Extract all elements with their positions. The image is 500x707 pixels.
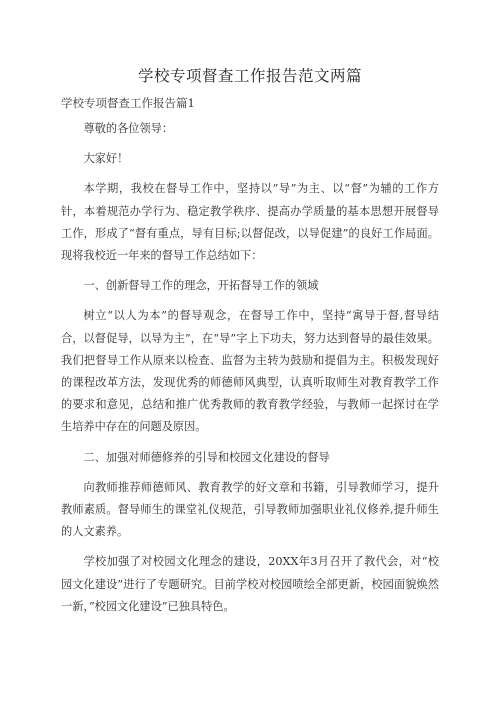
- section-heading: 学校专项督查工作报告篇1: [61, 96, 195, 110]
- greeting: 大家好！: [83, 152, 129, 166]
- salutation: 尊敬的各位领导：: [83, 122, 174, 135]
- section-heading-2: 二、加强对师德修养的引导和校园文化建设的督导: [83, 450, 330, 464]
- body-paragraph: 向教师推荐师德师风、教育教学的好文章和书籍，引导教师学习，提升教师素质。督导师生的课堂礼仪规范，引导教师加强职业礼仪修养,提升师生的人文素养。: [61, 480, 439, 539]
- body-paragraph: 树立“以人为本”的督导观念，在督导工作中，坚持“寓导于督,督导结合，以督促导，以导为主”，在“导”字上下功夫，努力达到督导的最佳效果。我们把督导工作从原来以检查、监督为主转为鼓励和提倡为主。积极发现好的课程改革方法，发现优秀的师德师风典型，认真听取师生对教育教学工作的要求和意见，总结和推广优秀教师的教育教学经验，与教师一起探讨在学生培养中存在的问题及原因。: [61, 309, 439, 434]
- document-title: 学校专项督查工作报告范文两篇: [137, 67, 362, 85]
- body-paragraph: 学校加强了对校园文化理念的建设，20XX年3月召开了教代会，对“校园文化建设”进行了专题研究。目前学校对校园喷绘全部更新，校园面貌焕然一新，”校园文化建设”已独具特色。: [61, 555, 439, 613]
- section-heading-1: 一、创新督导工作的理念，开拓督导工作的领域: [83, 279, 319, 293]
- intro-paragraph: 本学期，我校在督导工作中，坚持以“导”为主、以“督”为辅的工作方针，本着规范办学行为、稳定教学秩序、提高办学质量的基本思想开展督导工作，形成了“督有重点，导有目标;以督促改，以导促建”的良好工作局面。现将我校近一年来的督导工作总结如下：: [61, 182, 439, 263]
- document-body: [61, 118, 439, 626]
